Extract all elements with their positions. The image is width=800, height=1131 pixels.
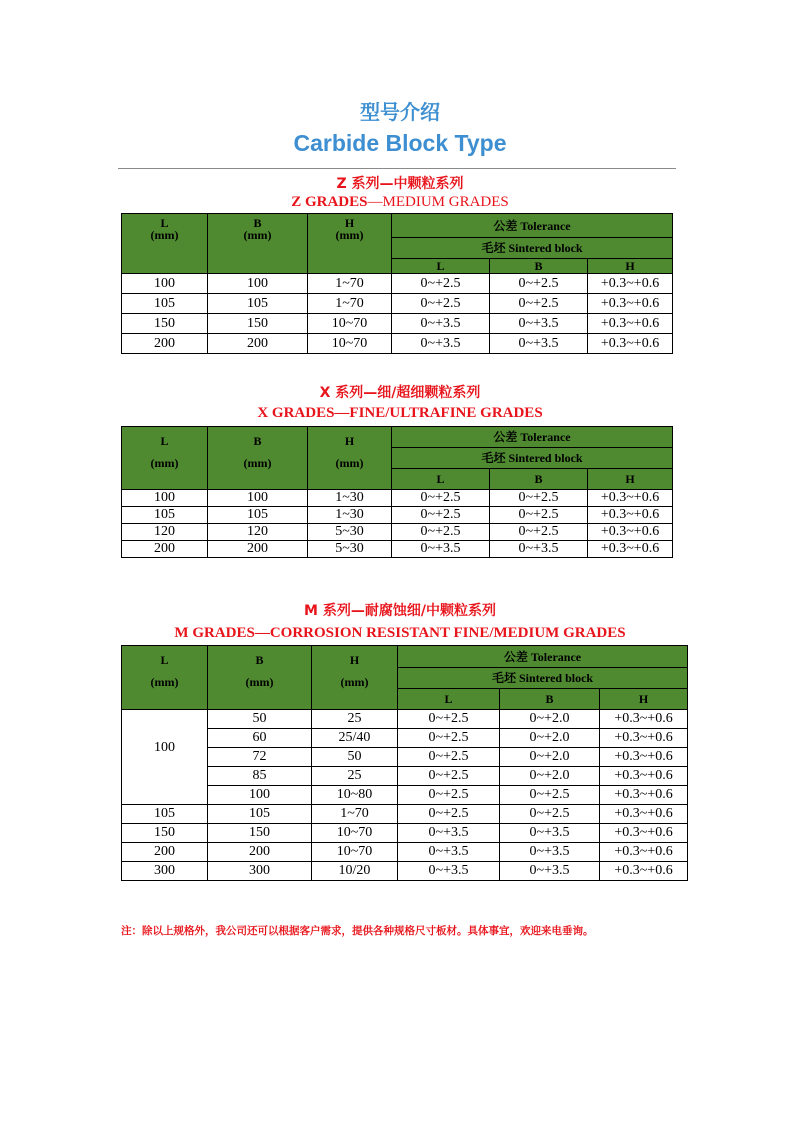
- table-cell: 0~+3.5: [500, 824, 600, 843]
- table-cell: +0.3~+0.6: [588, 524, 673, 541]
- table-cell: 0~+2.0: [500, 767, 600, 786]
- table-cell: 0~+3.5: [490, 541, 588, 558]
- table-cell: 0~+2.5: [392, 274, 490, 294]
- table-row: [122, 805, 688, 824]
- x-section-title-english: X GRADES—FINE/ULTRAFINE GRADES: [257, 405, 543, 421]
- table-cell: +0.3~+0.6: [600, 824, 688, 843]
- m-header-sintered: 毛坯 Sintered block: [398, 668, 688, 689]
- m-table-group-body: [122, 710, 688, 805]
- table-cell: 0~+2.5: [398, 710, 500, 729]
- table-row: [122, 824, 688, 843]
- table-cell: 100: [208, 786, 312, 805]
- table-cell: 0~+2.5: [398, 805, 500, 824]
- table-cell: 0~+2.5: [500, 805, 600, 824]
- table-cell: 105: [208, 507, 308, 524]
- x-grades-table: [121, 426, 673, 558]
- table-cell: 0~+3.5: [392, 334, 490, 354]
- z-header-b: B (mm): [208, 214, 308, 274]
- m-header-b: B (mm): [208, 646, 312, 710]
- table-cell: +0.3~+0.6: [600, 729, 688, 748]
- table-cell: 0~+2.5: [490, 294, 588, 314]
- table-cell: 300: [122, 862, 208, 881]
- x-header-tol-h: H: [588, 469, 673, 490]
- table-cell-group-l: 100: [122, 710, 208, 805]
- x-header-b: B (mm): [208, 427, 308, 490]
- table-row: [122, 314, 673, 334]
- table-cell: 10~70: [308, 314, 392, 334]
- table-row: [122, 524, 673, 541]
- table-cell: +0.3~+0.6: [588, 334, 673, 354]
- table-cell: 25: [312, 710, 398, 729]
- z-header-tol-h: H: [588, 259, 673, 274]
- table-cell: 1~70: [308, 294, 392, 314]
- table-cell: 300: [208, 862, 312, 881]
- table-cell: +0.3~+0.6: [600, 748, 688, 767]
- table-cell: +0.3~+0.6: [588, 294, 673, 314]
- x-header-tol-l: L: [392, 469, 490, 490]
- table-cell: 10/20: [312, 862, 398, 881]
- table-cell: 0~+2.5: [398, 767, 500, 786]
- table-cell: +0.3~+0.6: [588, 490, 673, 507]
- x-header-h: H (mm): [308, 427, 392, 490]
- table-cell: +0.3~+0.6: [600, 843, 688, 862]
- table-row: [122, 507, 673, 524]
- table-cell: 100: [208, 274, 308, 294]
- table-row: [122, 541, 673, 558]
- z-grades-table: [121, 213, 673, 354]
- table-cell: 0~+3.5: [500, 862, 600, 881]
- z-title-rest: —MEDIUM GRADES: [367, 194, 509, 210]
- table-cell: 0~+3.5: [500, 843, 600, 862]
- table-cell: 105: [122, 507, 208, 524]
- title-divider: [118, 168, 676, 169]
- page-title-chinese: 型号介绍: [360, 100, 440, 124]
- table-cell: 200: [208, 334, 308, 354]
- table-cell: 10~70: [312, 824, 398, 843]
- table-cell: 0~+2.0: [500, 748, 600, 767]
- table-row: [122, 490, 673, 507]
- table-cell: 0~+3.5: [398, 862, 500, 881]
- table-cell: 0~+2.5: [392, 507, 490, 524]
- table-cell: 200: [208, 541, 308, 558]
- table-cell: 0~+3.5: [490, 314, 588, 334]
- z-header-tolerance: 公差 Tolerance: [392, 214, 673, 238]
- table-cell: 25/40: [312, 729, 398, 748]
- table-cell: 105: [122, 805, 208, 824]
- x-table-body: [122, 490, 673, 558]
- z-table-body: [122, 274, 673, 354]
- table-cell: 120: [208, 524, 308, 541]
- m-grades-table: [121, 645, 688, 881]
- table-cell: 0~+2.5: [398, 729, 500, 748]
- table-row: [122, 843, 688, 862]
- table-cell: 0~+2.5: [490, 274, 588, 294]
- page-title-english: Carbide Block Type: [293, 130, 507, 156]
- table-cell: +0.3~+0.6: [588, 507, 673, 524]
- table-cell: 10~70: [312, 843, 398, 862]
- table-cell: 50: [312, 748, 398, 767]
- m-header-tol-h: H: [600, 689, 688, 710]
- table-cell: 0~+3.5: [398, 843, 500, 862]
- z-section-title-english: [0, 194, 800, 211]
- m-header-tolerance: 公差 Tolerance: [398, 646, 688, 668]
- table-cell: 100: [122, 490, 208, 507]
- table-cell: 150: [208, 824, 312, 843]
- table-cell: 0~+2.5: [398, 748, 500, 767]
- z-header-tol-l: L: [392, 259, 490, 274]
- table-cell: 120: [122, 524, 208, 541]
- table-cell: 1~30: [308, 507, 392, 524]
- table-cell: +0.3~+0.6: [600, 786, 688, 805]
- x-header-l: L (mm): [122, 427, 208, 490]
- table-cell: 200: [122, 334, 208, 354]
- table-cell: 0~+2.0: [500, 729, 600, 748]
- table-cell: 60: [208, 729, 312, 748]
- table-row: [122, 274, 673, 294]
- table-cell: 0~+2.5: [392, 524, 490, 541]
- table-cell: 150: [208, 314, 308, 334]
- table-cell: +0.3~+0.6: [600, 767, 688, 786]
- table-cell: +0.3~+0.6: [600, 805, 688, 824]
- table-row: [122, 710, 688, 729]
- table-row: [122, 334, 673, 354]
- m-header-h: H (mm): [312, 646, 398, 710]
- table-cell: 105: [208, 805, 312, 824]
- x-header-sintered: 毛坯 Sintered block: [392, 448, 673, 469]
- table-cell: 25: [312, 767, 398, 786]
- m-header-tol-b: B: [500, 689, 600, 710]
- table-cell: 105: [208, 294, 308, 314]
- table-cell: 0~+2.5: [490, 490, 588, 507]
- m-table-body: [122, 805, 688, 881]
- table-cell: 10~80: [312, 786, 398, 805]
- z-header-sintered: 毛坯 Sintered block: [392, 238, 673, 259]
- m-header-tol-l: L: [398, 689, 500, 710]
- table-cell: 0~+3.5: [490, 334, 588, 354]
- table-cell: 150: [122, 314, 208, 334]
- table-cell: +0.3~+0.6: [588, 541, 673, 558]
- z-header-h: H (mm): [308, 214, 392, 274]
- table-cell: 200: [208, 843, 312, 862]
- table-cell: 0~+2.5: [398, 786, 500, 805]
- x-header-tolerance: 公差 Tolerance: [392, 427, 673, 448]
- table-cell: 1~70: [308, 274, 392, 294]
- table-cell: 0~+2.5: [490, 524, 588, 541]
- table-cell: 0~+3.5: [392, 314, 490, 334]
- table-cell: 50: [208, 710, 312, 729]
- z-header-tol-b: B: [490, 259, 588, 274]
- table-cell: 0~+2.0: [500, 710, 600, 729]
- table-cell: 85: [208, 767, 312, 786]
- m-section-title-english: M GRADES—CORROSION RESISTANT FINE/MEDIUM GRADES: [174, 625, 626, 641]
- footnote: 注：除以上规格外，我公司还可以根据客户需求，提供各种规格尺寸板材。具体事宜，欢迎来电垂询。: [121, 925, 594, 937]
- table-cell: 150: [122, 824, 208, 843]
- table-cell: 5~30: [308, 524, 392, 541]
- m-header-l: L (mm): [122, 646, 208, 710]
- table-cell: 0~+2.5: [490, 507, 588, 524]
- table-cell: 1~30: [308, 490, 392, 507]
- table-cell: 1~70: [312, 805, 398, 824]
- table-cell: 0~+2.5: [392, 490, 490, 507]
- table-cell: 200: [122, 843, 208, 862]
- table-row: [122, 862, 688, 881]
- table-cell: 5~30: [308, 541, 392, 558]
- z-header-l: L (mm): [122, 214, 208, 274]
- table-cell: 100: [122, 274, 208, 294]
- table-cell: 200: [122, 541, 208, 558]
- table-cell: 10~70: [308, 334, 392, 354]
- table-cell: +0.3~+0.6: [600, 862, 688, 881]
- table-cell: +0.3~+0.6: [588, 274, 673, 294]
- table-cell: 0~+2.5: [500, 786, 600, 805]
- table-cell: +0.3~+0.6: [588, 314, 673, 334]
- table-cell: 105: [122, 294, 208, 314]
- z-section-title-chinese: Z 系列—中颗粒系列: [336, 176, 464, 192]
- m-section-title-chinese: M 系列—耐腐蚀细/中颗粒系列: [304, 603, 496, 619]
- table-cell: +0.3~+0.6: [600, 710, 688, 729]
- table-cell: 0~+3.5: [392, 541, 490, 558]
- table-cell: 100: [208, 490, 308, 507]
- z-title-grade: Z GRADES: [291, 194, 368, 210]
- table-cell: 0~+2.5: [392, 294, 490, 314]
- table-cell: 72: [208, 748, 312, 767]
- x-section-title-chinese: X 系列—细/超细颗粒系列: [319, 385, 481, 401]
- table-row: [122, 294, 673, 314]
- x-header-tol-b: B: [490, 469, 588, 490]
- table-cell: 0~+3.5: [398, 824, 500, 843]
